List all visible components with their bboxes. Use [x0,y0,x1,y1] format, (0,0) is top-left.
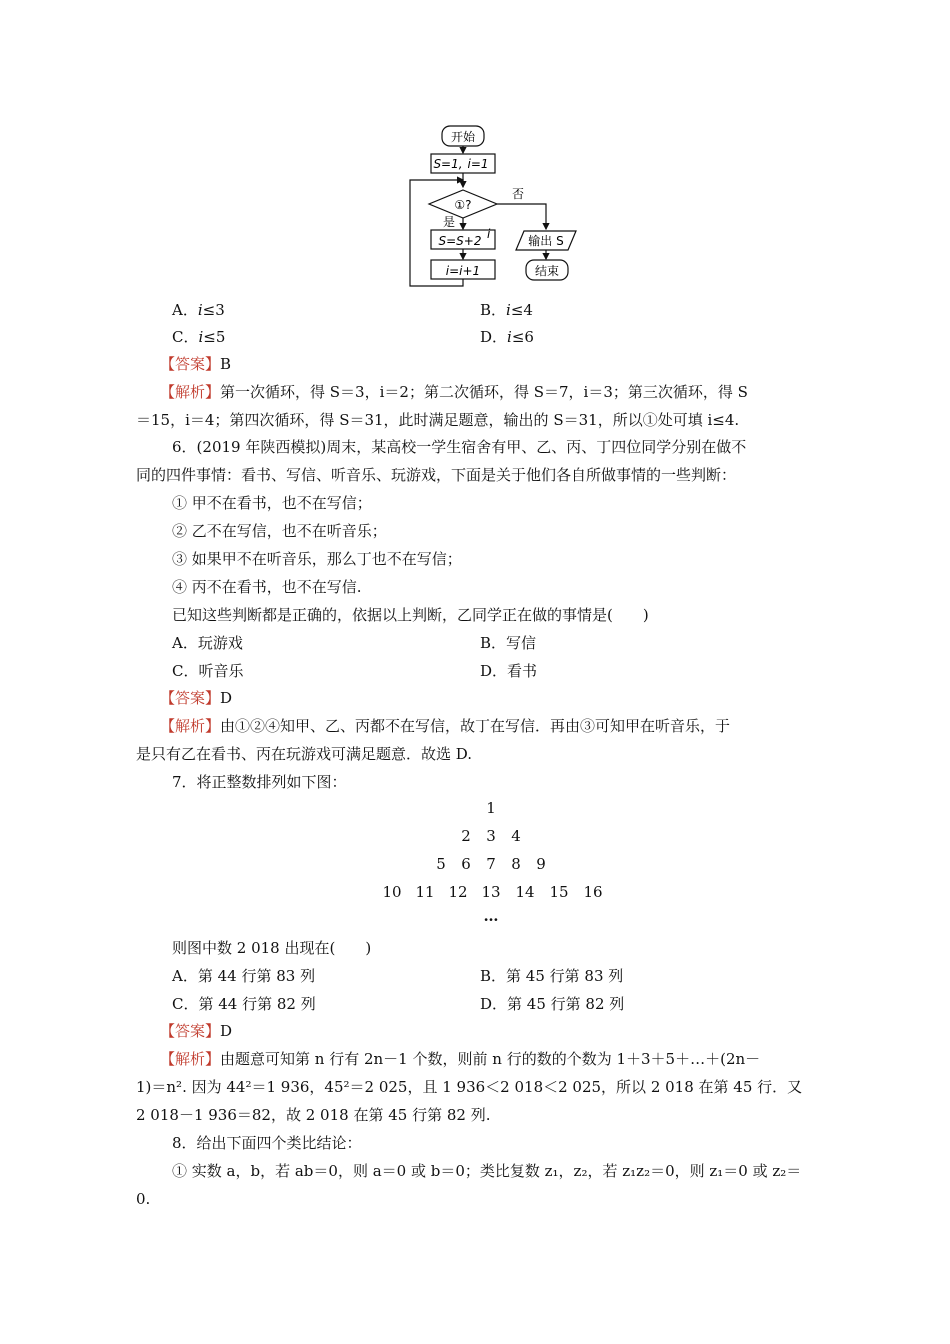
q7-analysis-line3: 2 018－1 936＝82，故 2 018 在第 45 行第 82 列. [136,1106,491,1124]
yes-label: 是 [442,215,456,229]
q6-statement-3: ③ 如果甲不在听音乐，那么丁也不在写信； [172,550,462,568]
q7-option-d: D．第 45 行第 82 列 [480,995,625,1013]
triangle-number: 3 [486,827,496,845]
triangle-number: 6 [461,855,471,873]
decision-label: ①? [454,198,472,212]
q5-analysis-line2: ＝15，i＝4；第四次循环，得 S＝31，此时满足题意，输出的 S＝31，所以①处可填 i≤4. [136,411,740,429]
q6-statement-4: ④ 丙不在看书，也不在写信. [172,578,362,596]
triangle-number: 4 [511,827,521,845]
q8-statement-1-line2: 0. [136,1190,151,1208]
q6-analysis-line1: 【解析】由①②④知甲、乙、丙都不在写信，故丁在写信．再由③可知甲在听音乐，于 [160,717,731,735]
triangle-number: 7 [486,855,496,873]
update-s-exponent: i [487,227,491,241]
q6-stem-line1: 6．(2019 年陕西模拟)周末，某高校一学生宿舍有甲、乙、丙、丁四位同学分别在做不 [172,438,747,456]
q7-stem: 7．将正整数排列如下图： [172,773,347,791]
triangle-number: 9 [536,855,546,873]
q6-answer: 【答案】D [160,689,233,707]
q6-stem-line2: 同的四件事情：看书、写信、听音乐、玩游戏，下面是关于他们各自所做事情的一些判断： [136,466,737,484]
q6-option-b: B．写信 [480,634,537,652]
q7-option-a: A．第 44 行第 83 列 [172,967,316,985]
q7-option-c: C．第 44 行第 82 列 [172,995,316,1013]
triangle-number: 8 [511,855,521,873]
init-s-label: S=1, [433,157,463,171]
start-label: 开始 [450,130,476,144]
q5-option-a: A．i≤3 [172,301,225,319]
q6-statement-1: ① 甲不在看书，也不在写信； [172,494,372,512]
q7-question: 则图中数 2 018 出现在( ) [172,939,372,957]
q6-option-a: A．玩游戏 [172,634,243,652]
q7-analysis-line1: 【解析】由题意可知第 n 行有 2n－1 个数，则前 n 行的数的个数为 1＋3＋5＋…＋(2n－ [160,1050,761,1068]
q5-answer: 【答案】B [160,355,232,373]
q8-stem: 8．给出下面四个类比结论： [172,1134,362,1152]
q7-answer: 【答案】D [160,1022,233,1040]
q6-statement-2: ② 乙不在写信，也不在听音乐； [172,522,387,540]
triangle-number: 13 [481,883,501,901]
q5-option-d: D．i≤6 [480,328,534,346]
update-s-label: S=S+2 [438,234,482,248]
triangle-number: 12 [448,883,468,901]
triangle-number: 15 [549,883,569,901]
q7-option-b: B．第 45 行第 83 列 [480,967,624,985]
triangle-number: 5 [436,855,446,873]
update-i-label: i=i+1 [445,264,481,278]
q6-option-c: C．听音乐 [172,662,244,680]
triangle-number: 16 [583,883,603,901]
no-label: 否 [511,187,525,201]
triangle-number: 11 [415,883,435,901]
triangle-number: 2 [461,827,471,845]
q8-statement-1-line1: ① 实数 a，b，若 ab＝0，则 a＝0 或 b＝0；类比复数 z₁，z₂，若 z₁z₂＝0，则 z₁＝0 或 z₂＝ [172,1162,802,1180]
triangle-number: 10 [382,883,402,901]
q7-analysis-line2: 1)＝n². 因为 44²＝1 936，45²＝2 025，且 1 936＜2 018＜2 025，所以 2 018 在第 45 行．又 [136,1078,803,1096]
triangle-number: 1 [486,799,496,817]
q5-option-b: B．i≤4 [480,301,533,319]
triangle-ellipsis: … [483,907,499,925]
init-i-label: i=1 [467,157,489,171]
end-label: 结束 [534,264,560,278]
q5-option-c: C．i≤5 [172,328,226,346]
q6-question: 已知这些判断都是正确的，依据以上判断，乙同学正在做的事情是( ) [172,606,649,624]
flowchart [0,0,950,300]
q6-analysis-line2: 是只有乙在看书、丙在玩游戏可满足题意．故选 D. [136,745,473,763]
q6-option-d: D．看书 [480,662,538,680]
triangle-number: 14 [515,883,535,901]
output-label: 输出 S [528,234,564,248]
q5-analysis-line1: 【解析】第一次循环，得 S＝3，i＝2；第二次循环，得 S＝7，i＝3；第三次循环，得 S [160,383,748,401]
